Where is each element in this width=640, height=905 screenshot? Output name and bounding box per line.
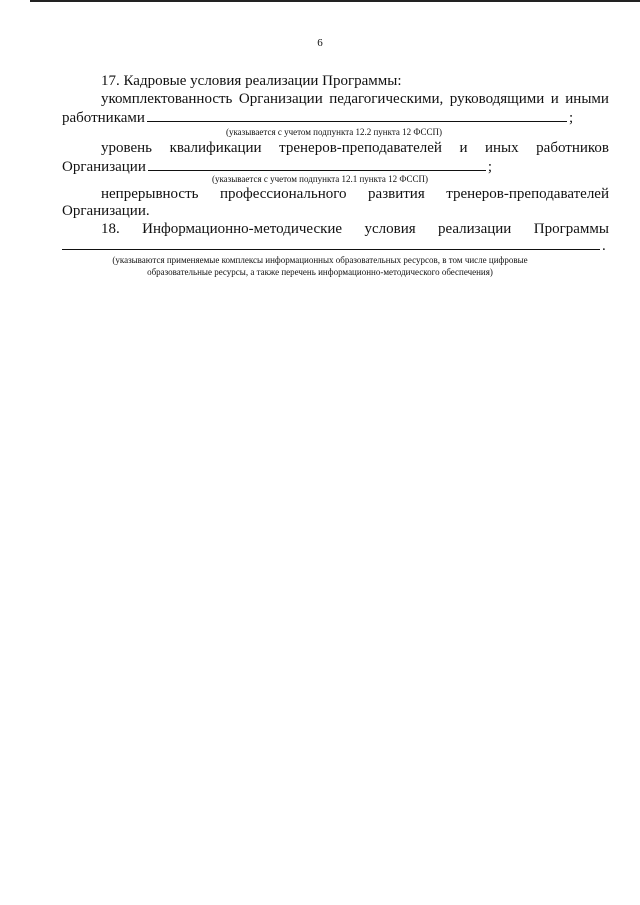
staffing-line [101,91,609,108]
development-word: развития [368,186,425,202]
qualification-lead: Организации [62,159,146,175]
staffing-lead: работниками [62,110,145,126]
scan-edge-line [30,0,640,2]
section-18-caption-line-1: (указываются применяемые комплексы информационных образовательных ресурсов, в том числе цифровые [112,255,528,265]
qualification-end: ; [487,159,493,175]
qualification-caption: (указывается с учетом подпункта 12.1 пункта 12 ФССП) [211,174,429,184]
staffing-word: Организации [238,91,323,107]
section-18-line [101,221,609,238]
development-word: тренеров-преподавателей [446,186,609,202]
qualification-word: иных [485,140,519,156]
staffing-word: и [550,91,559,107]
staffing-word: руководящими [449,91,545,107]
staffing-word: педагогическими, [329,91,444,107]
development-tail: Организации. [62,203,150,219]
qualification-fill-blank [148,158,486,171]
qualification-word: работников [536,140,609,156]
page-number: 6 [317,37,323,49]
section-18-word: Программы [533,221,609,237]
qualification-line [101,140,609,157]
staffing-fill-blank [147,109,567,122]
section-18-end: . [602,238,606,254]
section-18-word: 18. [101,221,120,237]
section-18-fill-blank [62,237,600,250]
qualification-word: тренеров-преподавателей [279,140,442,156]
development-line [101,186,609,203]
section-18-word: реализации [438,221,512,237]
staffing-word: укомплектованность [101,91,233,107]
section-18-word: Информационно-методические [142,221,343,237]
qualification-word: и [459,140,468,156]
qualification-word: уровень [101,140,153,156]
section-18-word: условия [364,221,416,237]
section-17-heading: 17. Кадровые условия реализации Программы: [101,73,402,89]
staffing-caption: (указывается с учетом подпункта 12.2 пункта 12 ФССП) [225,127,443,137]
staffing-blank-row [62,109,573,127]
development-word: профессионального [219,186,347,202]
section-18-blank-row [62,237,606,255]
development-word: непрерывность [101,186,199,202]
staffing-end: ; [568,110,574,126]
section-18-caption-line-2: образовательные ресурсы, а также перечень информационно-методического обеспечения) [147,267,493,277]
qualification-word: квалификации [169,140,262,156]
staffing-word: иными [565,91,609,107]
